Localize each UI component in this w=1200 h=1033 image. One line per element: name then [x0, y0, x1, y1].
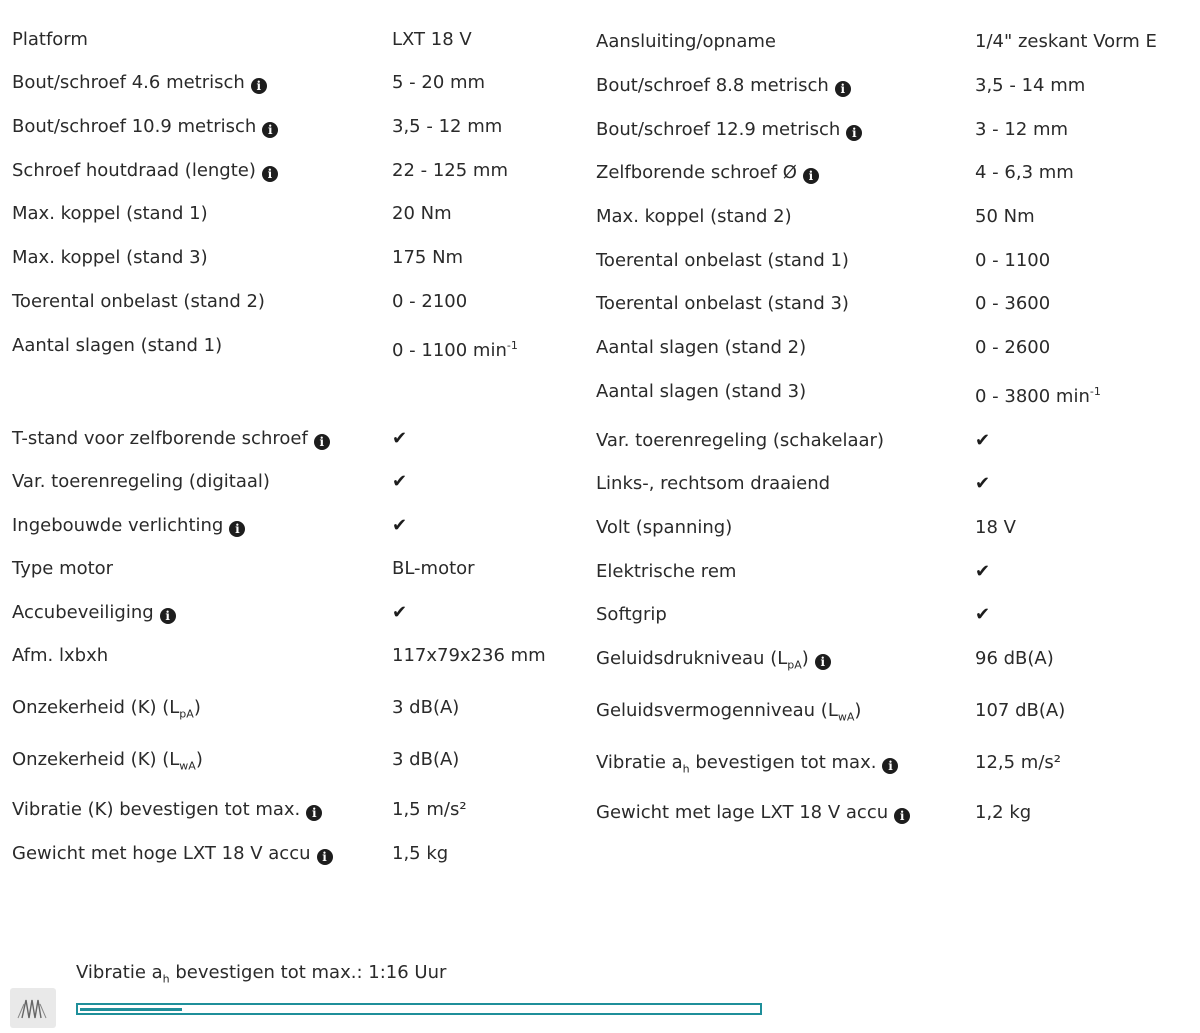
spec-label-subscript: h — [682, 762, 690, 776]
spec-label — [12, 795, 322, 825]
spec-value-text: 3 - 12 mm — [975, 119, 1069, 140]
info-icon[interactable]: i — [882, 758, 898, 774]
spec-label-text: Bout/schroef 10.9 metrisch — [12, 116, 257, 137]
spec-label-text: Vibratie (K) bevestigen tot max. — [12, 799, 301, 820]
info-icon[interactable]: i — [229, 521, 245, 537]
spec-value-text: BL-motor — [392, 558, 475, 579]
spec-label — [12, 745, 203, 782]
spec-value — [392, 641, 546, 671]
spec-value-text: 3 dB(A) — [392, 749, 460, 770]
spec-label-tail: ) — [195, 749, 203, 770]
spec-row — [12, 554, 592, 584]
spec-label — [596, 798, 910, 828]
spec-value-text: 20 Nm — [392, 203, 452, 224]
spec-label — [12, 693, 201, 730]
spec-value — [975, 158, 1074, 188]
spec-label-tail: ) — [801, 648, 809, 669]
spec-value — [975, 798, 1031, 828]
info-icon[interactable]: i — [317, 849, 333, 865]
spec-value — [975, 377, 1101, 412]
spec-label — [596, 513, 732, 543]
spec-label-text: Var. toerenregeling (schakelaar) — [596, 430, 884, 451]
spec-value — [975, 71, 1085, 101]
spec-value-text: 4 - 6,3 mm — [975, 162, 1074, 183]
spec-value-text: 0 - 2600 — [975, 337, 1051, 358]
spec-value-text: 0 - 1100 — [975, 250, 1051, 271]
spec-row — [596, 27, 1186, 57]
spec-label — [596, 426, 884, 456]
vibration-exposure-bar — [76, 1003, 762, 1015]
spec-label — [596, 469, 830, 499]
spec-value-text: ✔ — [392, 471, 408, 492]
spec-value — [392, 287, 467, 317]
spec-value — [392, 745, 459, 775]
info-icon[interactable]: i — [160, 608, 176, 624]
spec-value — [975, 644, 1054, 674]
info-icon[interactable]: i — [803, 168, 819, 184]
spec-label — [12, 68, 267, 98]
spec-label — [596, 696, 861, 733]
spec-label-text: Zelfborende schroef Ø — [596, 162, 797, 183]
info-icon[interactable]: i — [846, 125, 862, 141]
spec-label-text: Geluidsdrukniveau (L — [596, 648, 788, 669]
spec-value-text: 107 dB(A) — [975, 700, 1066, 721]
info-icon[interactable]: i — [262, 122, 278, 138]
spec-label-tail: ) — [854, 700, 862, 721]
spec-row — [596, 748, 1186, 778]
spec-row — [596, 115, 1186, 145]
spec-value — [392, 839, 448, 869]
spec-value — [392, 25, 472, 55]
spec-row — [12, 287, 592, 317]
spec-label-tail: bevestigen tot max. — [689, 752, 877, 773]
spec-label-text: Gewicht met hoge LXT 18 V accu — [12, 843, 311, 864]
spec-value — [975, 202, 1035, 232]
spec-value-superscript: -1 — [506, 339, 518, 352]
spec-label-text: Bout/schroef 12.9 metrisch — [596, 119, 841, 140]
spec-row — [596, 333, 1186, 363]
spec-value — [975, 333, 1050, 363]
spec-value-text: ✔ — [975, 561, 991, 582]
spec-value — [975, 696, 1065, 726]
spec-row — [12, 839, 592, 869]
spec-label — [12, 112, 278, 142]
spec-label-text: Gewicht met lage LXT 18 V accu — [596, 802, 889, 823]
info-icon[interactable]: i — [815, 654, 831, 670]
spec-value-text: ✔ — [975, 473, 991, 494]
info-icon[interactable]: i — [835, 81, 851, 97]
checkmark-icon — [975, 469, 990, 499]
spec-value — [975, 246, 1050, 276]
spec-label-text: Softgrip — [596, 604, 667, 625]
checkmark-icon — [392, 598, 407, 628]
spec-label — [12, 554, 113, 584]
spec-value — [975, 115, 1068, 145]
spec-row — [596, 426, 1186, 456]
spec-label-text: Onzekerheid (K) (L — [12, 749, 180, 770]
vibration-exposure-label — [76, 958, 446, 995]
spec-label — [12, 424, 330, 454]
spec-value-text: 175 Nm — [392, 247, 464, 268]
spec-label-text: Platform — [12, 29, 88, 50]
spec-value-text: 18 V — [975, 517, 1016, 538]
vibration-exposure-prefix: Vibratie a — [76, 962, 163, 983]
spec-label — [596, 289, 849, 319]
spec-value — [392, 554, 475, 584]
spec-label — [12, 598, 176, 628]
checkmark-icon — [392, 467, 407, 497]
spec-value — [975, 289, 1050, 319]
spec-row — [596, 600, 1186, 630]
spec-label-text: Aantal slagen (stand 3) — [596, 381, 807, 402]
spec-label — [596, 377, 806, 407]
spec-value-text: 12,5 m/s² — [975, 752, 1061, 773]
spec-label-subscript: wA — [837, 710, 855, 724]
spec-label — [12, 243, 208, 273]
spec-row — [12, 745, 592, 775]
spec-value-text: 1/4" zeskant Vorm E — [975, 31, 1157, 52]
spec-value — [392, 156, 508, 186]
spec-label — [12, 156, 278, 186]
spec-row — [12, 25, 592, 55]
spec-value-superscript: -1 — [1089, 385, 1101, 398]
spec-label-text: T-stand voor zelfborende schroef — [12, 428, 308, 449]
spec-label — [596, 748, 898, 785]
vibration-exposure-bar-fill — [80, 1008, 182, 1011]
spec-value — [392, 68, 485, 98]
spec-label-text: Toerental onbelast (stand 1) — [596, 250, 849, 271]
spec-value-text: ✔ — [392, 602, 408, 623]
spec-label-text: Aansluiting/opname — [596, 31, 776, 52]
vibration-icon — [10, 988, 56, 1028]
spec-row — [12, 68, 592, 98]
spec-value-text: LXT 18 V — [392, 29, 472, 50]
spec-label — [12, 25, 88, 55]
spec-row — [12, 693, 592, 723]
spec-value-text: ✔ — [975, 430, 991, 451]
spec-label-text: Max. koppel (stand 3) — [12, 247, 208, 268]
spec-value-text: ✔ — [392, 428, 408, 449]
spec-label — [12, 331, 222, 361]
spec-row — [12, 243, 592, 273]
info-icon[interactable]: i — [262, 166, 278, 182]
info-icon[interactable]: i — [314, 434, 330, 450]
spec-label — [12, 199, 208, 229]
spec-label-subscript: pA — [787, 658, 802, 672]
spec-label-tail: ) — [193, 697, 201, 718]
spec-label-text: Ingebouwde verlichting — [12, 515, 224, 536]
spec-label — [596, 27, 776, 57]
spec-row — [596, 798, 1186, 828]
spec-label — [596, 158, 819, 188]
spec-label — [12, 641, 108, 671]
spec-label-text: Afm. lxbxh — [12, 645, 109, 666]
spec-row — [12, 467, 592, 497]
checkmark-icon — [975, 426, 990, 456]
spec-value-text: 1,5 kg — [392, 843, 449, 864]
spec-value — [392, 693, 459, 723]
spec-value — [392, 795, 467, 825]
spec-row — [12, 641, 592, 671]
spec-row — [596, 377, 1186, 407]
spec-row — [596, 469, 1186, 499]
spec-value — [975, 513, 1016, 543]
spec-label-text: Aantal slagen (stand 1) — [12, 335, 223, 356]
spec-value-text: 0 - 1100 min — [392, 340, 507, 361]
vibration-footer — [0, 950, 1200, 1029]
spec-value-text: 3,5 - 14 mm — [975, 75, 1086, 96]
spec-label — [596, 557, 736, 587]
spec-label-text: Var. toerenregeling (digitaal) — [12, 471, 270, 492]
spec-value-text: 22 - 125 mm — [392, 160, 508, 181]
spec-row — [596, 557, 1186, 587]
spec-label — [12, 467, 270, 497]
spec-value-text: 96 dB(A) — [975, 648, 1054, 669]
checkmark-icon — [392, 511, 407, 541]
spec-label — [596, 246, 849, 276]
spec-row — [12, 795, 592, 825]
spec-label-text: Toerental onbelast (stand 2) — [12, 291, 265, 312]
spec-value-text: 1,2 kg — [975, 802, 1032, 823]
spec-label-text: Links-, rechtsom draaiend — [596, 473, 831, 494]
spec-value — [975, 27, 1157, 57]
spec-row — [596, 289, 1186, 319]
spec-label-text: Bout/schroef 8.8 metrisch — [596, 75, 829, 96]
info-icon[interactable]: i — [894, 808, 910, 824]
spec-label — [596, 333, 806, 363]
checkmark-icon — [975, 600, 990, 630]
spec-value-text: 0 - 2100 — [392, 291, 468, 312]
spec-label-text: Elektrische rem — [596, 561, 737, 582]
spec-row — [12, 331, 592, 361]
spec-row — [596, 246, 1186, 276]
info-icon[interactable]: i — [251, 78, 267, 94]
spec-value-text: 5 - 20 mm — [392, 72, 486, 93]
spec-row — [596, 71, 1186, 101]
spec-value-text: 1,5 m/s² — [392, 799, 467, 820]
spec-label-text: Max. koppel (stand 1) — [12, 203, 208, 224]
spec-label — [596, 600, 667, 630]
spec-label-text: Aantal slagen (stand 2) — [596, 337, 807, 358]
spec-row — [12, 424, 592, 454]
spec-label-text: Max. koppel (stand 2) — [596, 206, 792, 227]
spec-value — [392, 112, 502, 142]
spec-value-text: 0 - 3600 — [975, 293, 1051, 314]
spec-row — [596, 202, 1186, 232]
spec-label-text: Toerental onbelast (stand 3) — [596, 293, 849, 314]
spec-row — [596, 644, 1186, 674]
spec-label-subscript: pA — [179, 707, 194, 721]
spec-label-text: Type motor — [12, 558, 114, 579]
spec-label — [596, 71, 851, 101]
vibration-exposure-sub: h — [162, 972, 170, 986]
spec-row — [12, 511, 592, 541]
spec-label-text: Onzekerheid (K) (L — [12, 697, 180, 718]
spec-row — [12, 199, 592, 229]
spec-label — [12, 839, 333, 869]
spec-label — [12, 287, 265, 317]
spec-label-text: Volt (spanning) — [596, 517, 733, 538]
spec-value-text: 50 Nm — [975, 206, 1035, 227]
spec-label-text: Vibratie a — [596, 752, 683, 773]
spec-row — [596, 696, 1186, 726]
spec-value-text: ✔ — [392, 515, 408, 536]
spec-value-text: 3,5 - 12 mm — [392, 116, 503, 137]
spec-value-text: 3 dB(A) — [392, 697, 460, 718]
spec-value — [975, 748, 1061, 778]
spec-value-text: ✔ — [975, 604, 991, 625]
spec-row — [12, 156, 592, 186]
spec-row — [596, 513, 1186, 543]
spec-label-text: Geluidsvermogenniveau (L — [596, 700, 838, 721]
spec-label — [12, 511, 245, 541]
spec-label-subscript: wA — [179, 759, 196, 773]
spec-label — [596, 115, 862, 145]
spec-label — [596, 202, 792, 232]
spec-value — [392, 331, 518, 366]
spec-value — [392, 243, 463, 273]
info-icon[interactable]: i — [306, 805, 322, 821]
spec-label — [596, 644, 831, 681]
spec-label-text: Schroef houtdraad (lengte) — [12, 160, 256, 181]
spec-row — [596, 158, 1186, 188]
checkmark-icon — [392, 424, 407, 454]
spec-row — [12, 112, 592, 142]
spec-value — [392, 199, 452, 229]
spec-value-text: 0 - 3800 min — [975, 386, 1090, 407]
spec-row — [12, 598, 592, 628]
checkmark-icon — [975, 557, 990, 587]
spec-label-text: Bout/schroef 4.6 metrisch — [12, 72, 245, 93]
vibration-exposure-suffix: bevestigen tot max.: 1:16 Uur — [169, 962, 447, 983]
spec-value-text: 117x79x236 mm — [392, 645, 546, 666]
spec-label-text: Accubeveiliging — [12, 602, 154, 623]
